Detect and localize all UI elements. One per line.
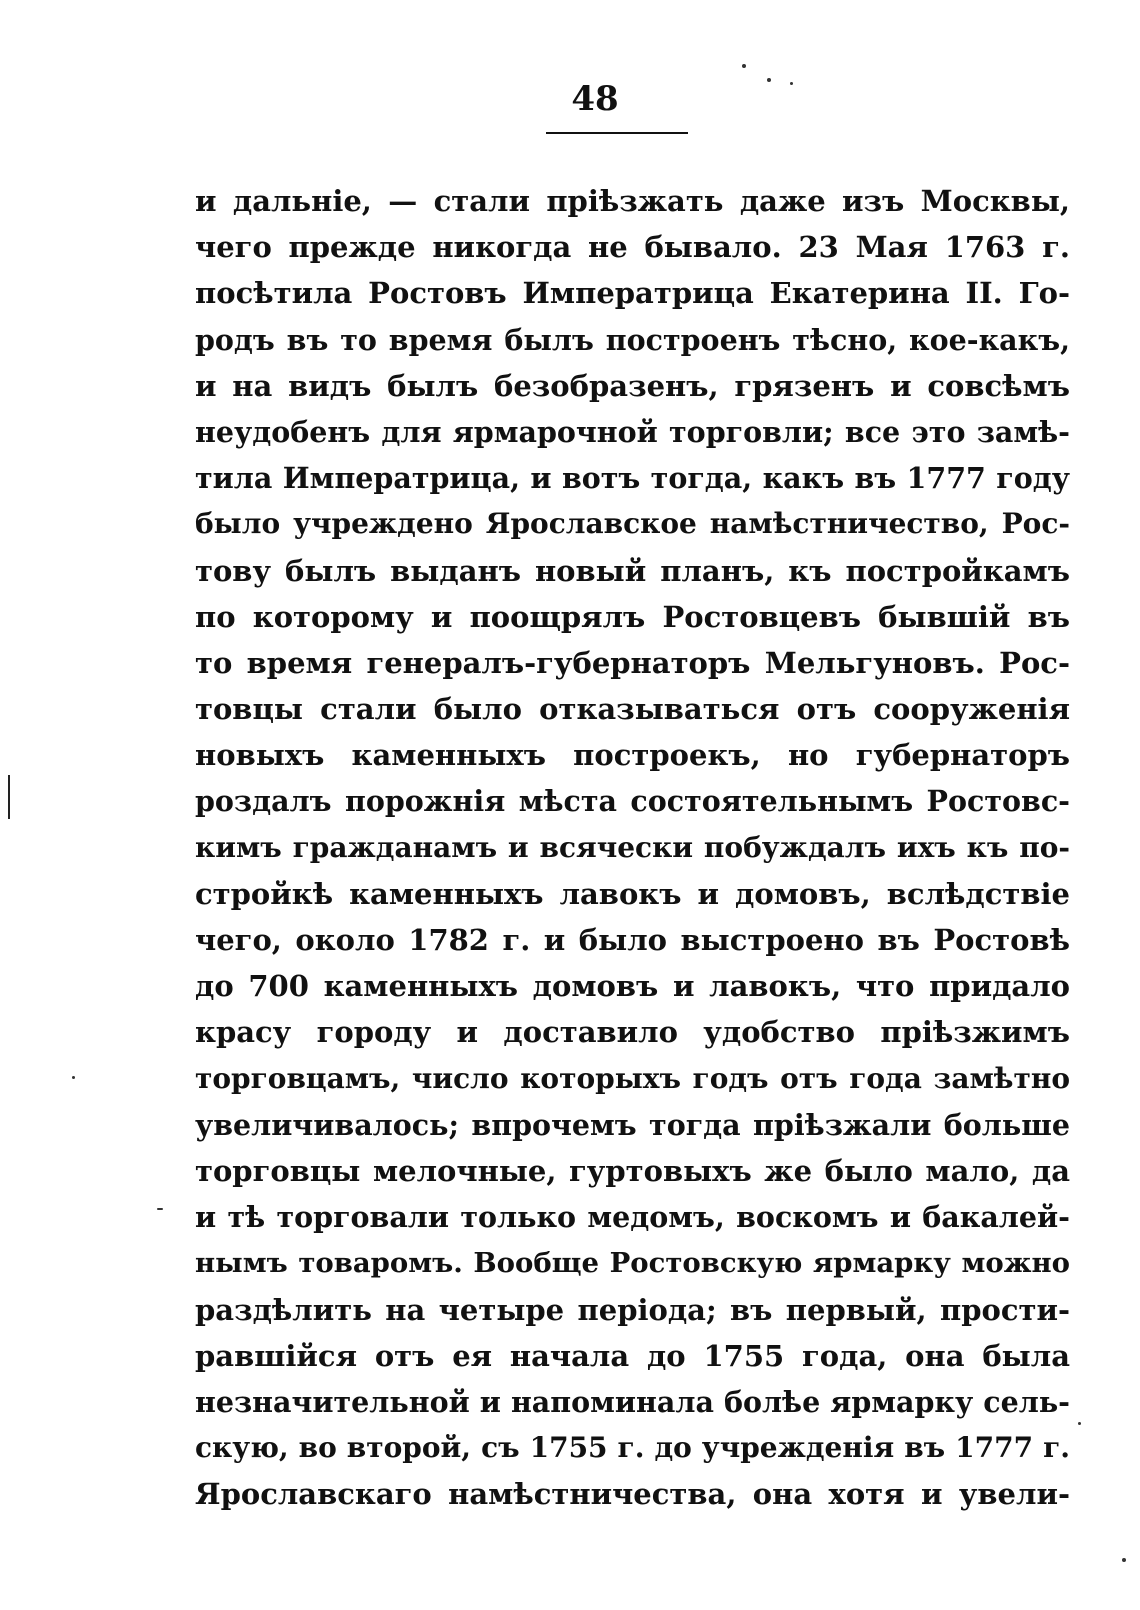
text-block	[195, 178, 1070, 1517]
text-line: Ярославскаго намѣстничества, она хотя и увели-	[195, 1477, 1070, 1512]
text-line: до 700 каменныхъ домовъ и лавокъ, что придало	[195, 969, 1070, 1004]
scan-speck	[157, 1208, 163, 1210]
text-line: раздѣлить на четыре періода; въ первый, прости-	[195, 1292, 1070, 1327]
text-line: скую, во второй, съ 1755 г. до учрежденія въ 1777 г.	[195, 1431, 1070, 1465]
text-line: товцы стали было отказываться отъ сооруженія	[195, 692, 1070, 727]
text-line: и дальніе, — стали пріѣзжать даже изъ Москвы,	[195, 184, 1070, 218]
text-line: посѣтила Ростовъ Императрица Екатерина II. Го-	[195, 276, 1070, 311]
text-line: тила Императрица, и вотъ тогда, какъ въ 1777 году	[195, 461, 1070, 496]
text-line: и тѣ торговали только медомъ, воскомъ и бакалей-	[195, 1200, 1070, 1235]
text-line: по которому и поощрялъ Ростовцевъ бывшій въ	[195, 599, 1070, 634]
text-line: торговцамъ, число которыхъ годъ отъ года замѣтно	[195, 1061, 1070, 1095]
text-line: и на видъ былъ безобразенъ, грязенъ и совсѣмъ	[195, 368, 1070, 403]
scan-speck	[742, 64, 746, 68]
text-line: увеличивалось; впрочемъ тогда пріѣзжали больше	[195, 1107, 1070, 1142]
text-line: кимъ гражданамъ и всячески побуждалъ ихъ къ по-	[195, 830, 1070, 864]
text-line: красу городу и доставило удобство пріѣзжимъ	[195, 1015, 1070, 1050]
text-line: то время генералъ-губернаторъ Мельгуновъ. Рос-	[195, 645, 1070, 680]
scan-margin-line	[8, 775, 10, 819]
scan-speck	[1122, 1558, 1126, 1562]
text-line: неудобенъ для ярмарочной торговли; все это замѣ-	[195, 414, 1070, 449]
text-line: тову былъ выданъ новый планъ, къ постройкамъ	[195, 553, 1070, 588]
text-line: родъ въ то время былъ построенъ тѣсно, кое-какъ,	[195, 322, 1070, 357]
text-line: роздалъ порожнія мѣста состоятельнымъ Ростовс-	[195, 784, 1070, 819]
header-rule	[546, 132, 688, 134]
text-line: нымъ товаромъ. Вообще Ростовскую ярмарку можно	[195, 1247, 1070, 1280]
scan-speck	[790, 82, 793, 85]
text-line: равшійся отъ ея начала до 1755 года, она была	[195, 1338, 1070, 1373]
text-line: новыхъ каменныхъ построекъ, но губернаторъ	[195, 738, 1070, 773]
text-line: стройкѣ каменныхъ лавокъ и домовъ, вслѣдствіе	[195, 876, 1070, 911]
text-line: торговцы мелочные, гуртовыхъ же было мало, да	[195, 1153, 1070, 1188]
text-line: было учреждено Ярославское намѣстничество, Рос-	[195, 507, 1070, 541]
text-line: незначительной и напоминала болѣе ярмарку сель-	[195, 1384, 1070, 1419]
scan-speck	[1078, 1422, 1081, 1425]
text-line: чего, около 1782 г. и было выстроено въ Ростовѣ	[195, 923, 1070, 957]
text-line: чего прежде никогда не бывало. 23 Мая 1763 г.	[195, 230, 1070, 265]
scan-speck	[767, 78, 771, 82]
scan-speck	[72, 1076, 75, 1079]
page-number: 48	[571, 79, 619, 119]
